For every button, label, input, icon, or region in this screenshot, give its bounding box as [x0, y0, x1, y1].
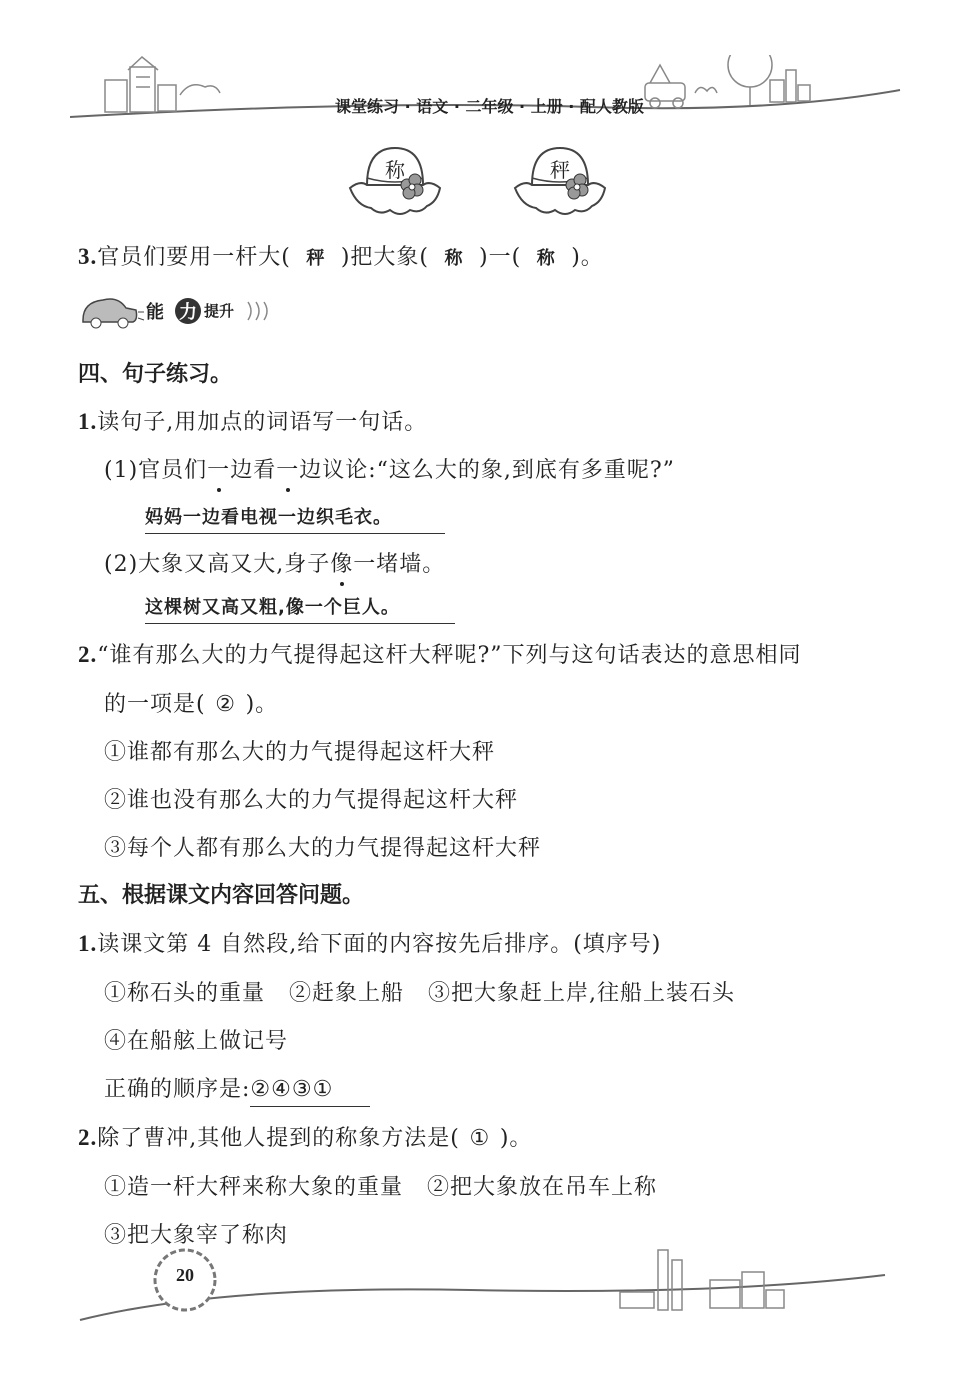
s4-q1-sentence-2: (2)大象又高又大,身子像一堵墙。	[104, 547, 445, 578]
s4-q2-option-3: ③每个人都有那么大的力气提得起这杆大秤	[104, 836, 542, 861]
question-number: 2.	[78, 642, 98, 667]
question-number: 1.	[78, 931, 98, 956]
s4-q2-line-2: 的一项是( ② )。	[104, 692, 279, 717]
answer: 称	[536, 248, 556, 269]
hat-cheng	[345, 140, 445, 220]
question-number: 1.	[78, 409, 98, 434]
s5-q1-options-b: ④在船舷上做记号	[104, 1029, 289, 1054]
car-icon	[78, 292, 278, 332]
s5-q2-options-b: ③把大象宰了称肉	[104, 1223, 289, 1248]
section-4-title: 四、句子练习。	[78, 362, 233, 387]
hat-cheng-scale	[510, 140, 610, 220]
s5-q2: 2.除了曹冲,其他人提到的称象方法是( ① )。	[78, 1125, 533, 1151]
s5-q1: 1.读课文第 4 自然段,给下面的内容按先后排序。(填序号)	[78, 931, 662, 957]
ability-banner: 能 力 提升	[78, 292, 278, 332]
question-number: 2.	[78, 1125, 98, 1150]
answer: 秤	[306, 248, 326, 269]
s4-q1-sentence-1: (1)官员们一边看一边议论:“这么大的象,到底有多重呢?”	[104, 453, 675, 484]
question-3: 3.官员们要用一杆大( 秤 )把大象( 称 )一( 称 )。	[78, 244, 604, 270]
header-title: 课堂练习 · 语文 · 二年级 · 上册 · 配人教版	[335, 97, 644, 116]
s4-q2-option-1: ①谁都有那么大的力气提得起这杆大秤	[104, 740, 496, 765]
hat-char: 称	[385, 158, 405, 182]
answer: ②④③①	[250, 1077, 370, 1107]
s4-q2: 2.“谁有那么大的力气提得起这杆大秤呢?”下列与这句话表达的意思相同	[78, 642, 802, 668]
s4-q1-answer-2: 这棵树又高又粗,像一个巨人。	[145, 593, 455, 624]
hat-char: 秤	[550, 158, 570, 182]
s5-q2-options-a: ①造一杆大秤来称大象的重量 ②把大象放在吊车上称	[104, 1175, 657, 1200]
s4-q1-answer-1: 妈妈一边看电视一边织毛衣。	[145, 503, 445, 534]
answer: ②	[215, 692, 236, 717]
answer: ①	[469, 1126, 491, 1151]
s5-q1-options-a: ①称石头的重量 ②赶象上船 ③把大象赶上岸,往船上装石头	[104, 981, 735, 1006]
section-5-title: 五、根据课文内容回答问题。	[78, 883, 365, 908]
header-decoration	[70, 55, 910, 130]
question-number: 3.	[78, 244, 98, 269]
page-number: 20	[176, 1265, 194, 1285]
answer: 称	[444, 248, 464, 269]
s4-q1: 1.读句子,用加点的词语写一句话。	[78, 409, 428, 435]
s4-q2-option-2: ②谁也没有那么大的力气提得起这杆大秤	[104, 788, 519, 813]
s5-q1-order: 正确的顺序是:②④③①	[104, 1072, 370, 1107]
